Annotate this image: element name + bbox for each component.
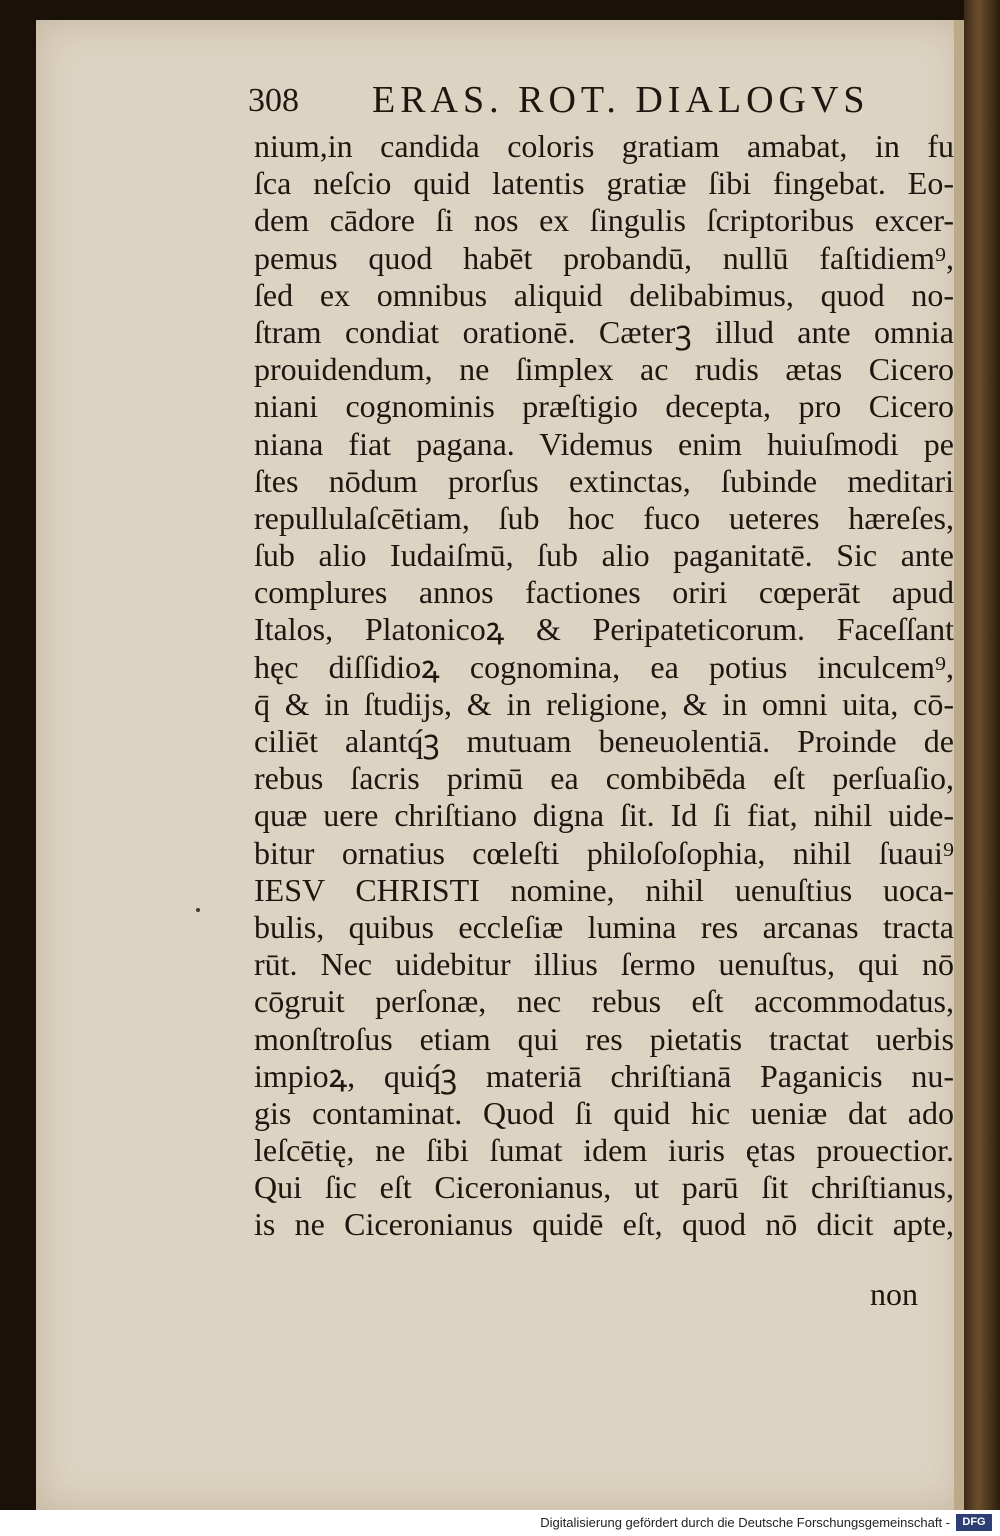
running-head: ERAS. ROT. DIALOGVS (372, 79, 870, 121)
text-line: ſed ex omnibus aliquid delibabimus, quod no- (254, 276, 954, 313)
text-line: prouidendum, ne ſimplex ac rudis ætas Cicero (254, 351, 954, 388)
page-gutter (954, 20, 964, 1510)
text-line: ſtes nōdum prorſus extinctas, ſubinde meditari (254, 462, 954, 499)
digitization-footer (0, 1510, 1000, 1536)
text-line: gis contaminat. Quod ſi quid hic ueniæ dat ado (254, 1094, 954, 1131)
text-line: is ne Ciceronianus quidē eſt, quod nō dicit apte, (254, 1206, 954, 1243)
text-line: IESV CHRISTI nomine, nihil uenuſtius uoca- (254, 871, 954, 908)
text-line: Qui ſic eſt Ciceronianus, ut parū ſit chriſtianus, (254, 1169, 954, 1206)
footer-credit: Digitalisierung gefördert durch die Deutsche Forschungsgemeinschaft - (540, 1515, 950, 1530)
text-line: ciliēt alantq́ꝫ mutuam beneuolentiā. Proinde de (254, 723, 954, 759)
margin-mark (196, 908, 200, 912)
text-line: monſtroſus etiam qui res pietatis tractat uerbis (254, 1020, 954, 1057)
text-line: dem cādore ſi nos ex ſingulis ſcriptoribus excer- (254, 202, 954, 239)
text-line: cōgruit perſonæ, nec rebus eſt accommodatus, (254, 983, 954, 1020)
text-line: bulis, quibus eccleſiæ lumina res arcanas tracta (254, 908, 954, 945)
text-line: nium,in candida coloris gratiam amabat, in fu (254, 128, 954, 164)
page-number: 308 (248, 82, 299, 119)
text-line: rebus ſacris primū ea combibēda eſt perſuaſio, (254, 760, 954, 797)
text-line: repullulaſcētiam, ſub hoc fuco ueteres hæreſes, (254, 499, 954, 536)
text-line: bitur ornatius cœleſti philoſoſophia, nihil ſuaui⁹ (254, 834, 954, 871)
text-block (254, 128, 954, 1244)
dfg-logo-icon: DFG (956, 1514, 992, 1531)
text-line: ſub alio Iudaiſmū, ſub alio paganitatē. Sic ante (254, 537, 954, 574)
text-line: niana fiat pagana. Videmus enim huiuſmodi pe (254, 425, 954, 462)
text-line: Italos, Platonicoꝝ & Peripateticorum. Faceſſant (254, 611, 954, 648)
text-line: q̄ & in ſtudijs, & in religione, & in omni uita, cō- (254, 685, 954, 722)
text-line: rūt. Nec uidebitur illius ſermo uenuſtus, qui nō (254, 946, 954, 983)
text-line: niani cognominis præſtigio decepta, pro Cicero (254, 388, 954, 425)
text-line: pemus quod habēt probandū, nullū faſtidiem⁹, (254, 239, 954, 276)
page-header (248, 78, 888, 122)
text-line: hęc diſſidioꝝ cognomina, ea potius inculcem⁹, (254, 648, 954, 685)
text-line: quæ uere chriſtiano digna ſit. Id ſi fiat, nihil uide- (254, 797, 954, 834)
text-line: ſtram condiat orationē. Cæterꝫ illud ante omnia (254, 313, 954, 350)
text-line: complures annos factiones oriri cœperāt apud (254, 574, 954, 611)
text-line: impioꝝ, quiq́ꝫ materiā chriſtianā Paganicis nu- (254, 1057, 954, 1094)
catchword: non (870, 1276, 918, 1312)
text-line: ſca neſcio quid latentis gratiæ ſibi fingebat. Eo- (254, 165, 954, 202)
book-spine (964, 0, 1000, 1536)
text-line: leſcētię, ne ſibi ſumat idem iuris ętas prouectior. (254, 1132, 954, 1169)
